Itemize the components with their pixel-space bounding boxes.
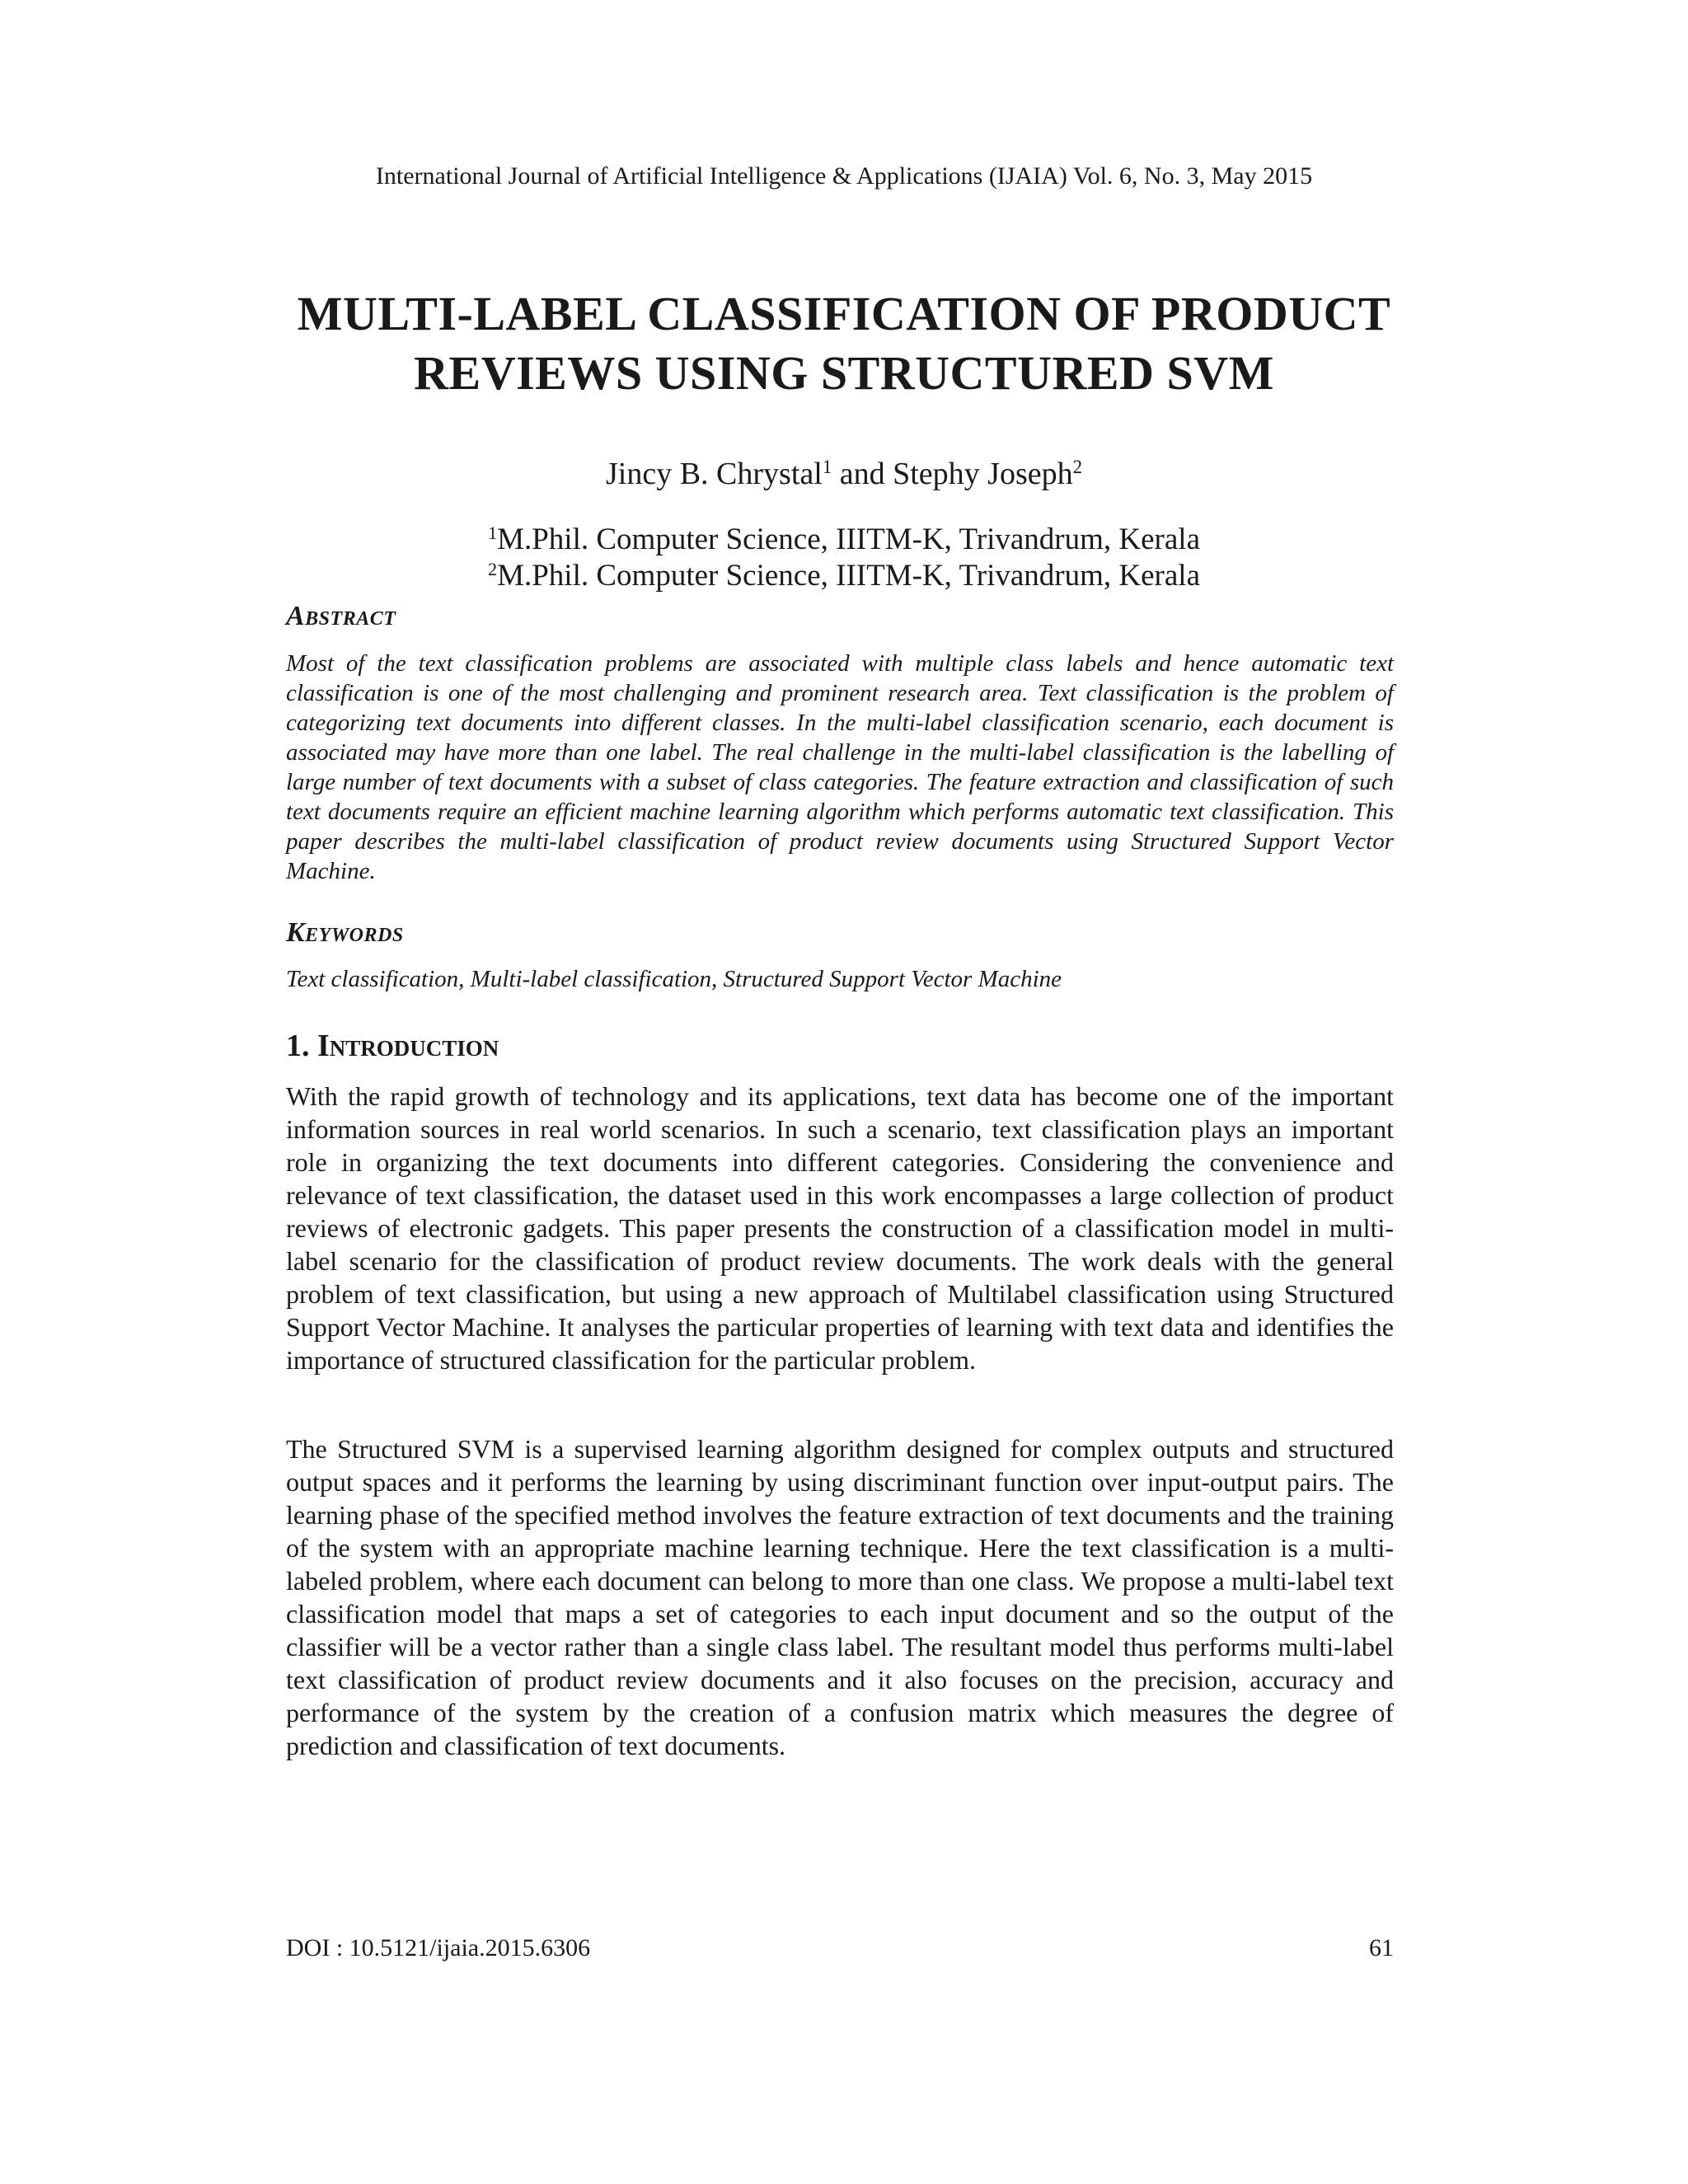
author-affiliation-mark: 1 xyxy=(822,457,832,478)
introduction-paragraph: With the rapid growth of technology and its applications, text data has become one of the important information sources in real world scenarios. In such a scenario, text classification plays an important role in organizing the text documents into different categories. Considering the convenience and relevance of text classification, the dataset used in this work encompasses a large collection of product reviews of electronic gadgets. This paper presents the construction of a classification model in multi-label scenario for the classification of product review documents. The work deals with the general problem of text classification, but using a new approach of Multilabel classification using Structured Support Vector Machine. It analyses the particular properties of learning with text data and identifies the importance of structured classification for the particular problem. xyxy=(286,1081,1394,1375)
author-name: Stephy Joseph xyxy=(893,457,1073,491)
doi-footer: DOI : 10.5121/ijaia.2015.6306 xyxy=(286,1934,591,1961)
author-list xyxy=(0,455,1688,493)
affiliation xyxy=(0,521,1688,559)
affiliation xyxy=(0,557,1688,595)
author-affiliation-mark: 2 xyxy=(1072,457,1082,478)
keywords-text: Text classification, Multi-label classification, Structured Support Vector Machine xyxy=(286,966,1062,992)
introduction-heading: 1. Introduction xyxy=(286,1029,499,1063)
affiliation-mark: 1 xyxy=(487,522,498,543)
paper-title: MULTI-LABEL CLASSIFICATION OF PRODUCT REVIEWS USING STRUCTURED SVM xyxy=(297,287,1391,400)
affiliation-mark: 2 xyxy=(487,558,498,579)
introduction-paragraph: The Structured SVM is a supervised learning algorithm designed for complex outputs and structured output spaces and it performs the learning by using discriminant function over input-output pairs. The learning phase of the specified method involves the feature extraction of text documents and the training of the system with an appropriate machine learning technique. Here the text classification is a multi-labeled problem, where each document can belong to more than one class. We propose a multi-label text classification model that maps a set of categories to each input document and so the output of the classifier will be a vector rather than a single class label. The resultant model thus performs multi-label text classification of product review documents and it also focuses on the precision, accuracy and performance of the system by the creation of a confusion matrix which measures the degree of prediction and classification of text documents. xyxy=(286,1434,1394,1760)
keywords-heading: Keywords xyxy=(286,917,404,948)
affiliation-text: M.Phil. Computer Science, IIITM-K, Trivandrum, Kerala xyxy=(497,559,1200,593)
abstract-heading: Abstract xyxy=(286,601,396,631)
abstract-text: Most of the text classification problems are associated with multiple class labels and hence automatic text classification is one of the most challenging and prominent research area. Text classification is the problem of categorizing text documents into different classes. In the multi-label classification scenario, each document is associated may have more than one label. The real challenge in the multi-label classification is the labelling of large number of text documents with a subset of class categories. The feature extraction and classification of such text documents require an efficient machine learning algorithm which performs automatic text classification. This paper describes the multi-label classification of product review documents using Structured Support Vector Machine. xyxy=(286,650,1394,884)
author-name: Jincy B. Chrystal xyxy=(605,457,823,491)
running-header: International Journal of Artificial Intelligence & Applications (IJAIA) Vol. 6, No. 3, May 2015 xyxy=(375,162,1313,190)
author-conjunction: and xyxy=(839,457,885,491)
affiliation-text: M.Phil. Computer Science, IIITM-K, Trivandrum, Kerala xyxy=(497,523,1200,556)
page-number: 61 xyxy=(1369,1934,1394,1961)
